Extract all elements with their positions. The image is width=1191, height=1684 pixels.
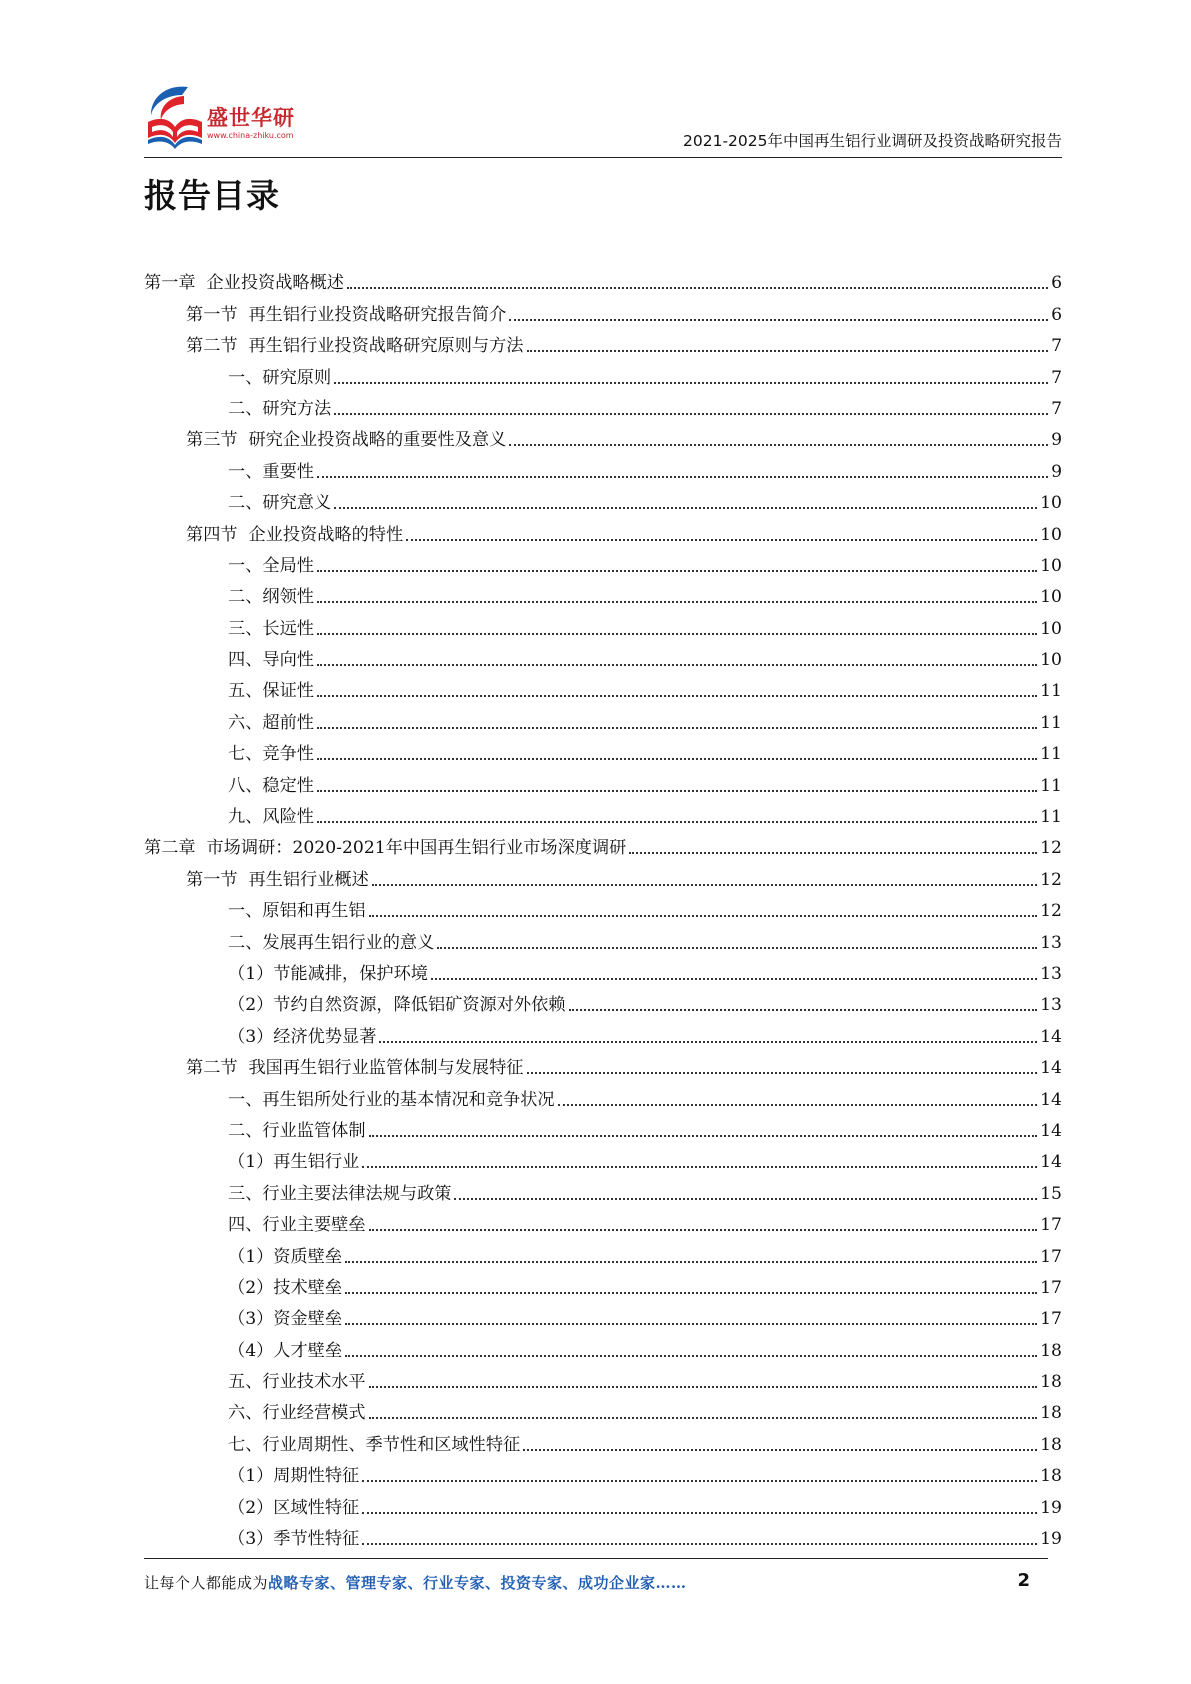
toc-entry-page: 14	[1040, 1152, 1062, 1173]
toc-dot-leader	[509, 319, 1048, 321]
toc-dot-leader	[372, 884, 1037, 886]
toc-entry[interactable]	[144, 451, 1062, 482]
toc-entry[interactable]	[144, 420, 1062, 451]
page-title: 报告目录	[144, 176, 280, 215]
toc-entry-label: 一、全局性	[228, 555, 314, 576]
toc-entry-label: 八、稳定性	[228, 775, 314, 796]
toc-entry-page: 13	[1040, 963, 1062, 984]
toc-entry-page: 11	[1040, 712, 1062, 733]
toc-entry-page: 13	[1040, 995, 1062, 1016]
toc-entry-page: 19	[1040, 1497, 1062, 1518]
toc-entry[interactable]	[144, 1173, 1062, 1204]
toc-entry[interactable]	[144, 1393, 1062, 1424]
toc-dot-leader	[362, 1512, 1037, 1514]
toc-entry[interactable]	[144, 1330, 1062, 1361]
toc-dot-leader	[509, 444, 1048, 446]
toc-dot-leader	[317, 664, 1037, 666]
toc-entry[interactable]	[144, 1487, 1062, 1518]
toc-dot-leader	[629, 852, 1037, 854]
logo-name: 盛世华研	[207, 106, 295, 130]
toc-dot-leader	[345, 1292, 1037, 1294]
toc-entry[interactable]	[144, 1142, 1062, 1173]
toc-entry-label: 第四节 企业投资战略的特性	[186, 524, 404, 545]
toc-entry[interactable]	[144, 640, 1062, 671]
toc-entry[interactable]	[144, 608, 1062, 639]
toc-dot-leader	[527, 350, 1049, 352]
toc-dot-leader	[317, 790, 1037, 792]
toc-dot-leader	[437, 947, 1037, 949]
toc-entry-label: 一、再生铝所处行业的基本情况和竞争状况	[228, 1089, 555, 1110]
toc-entry-page: 14	[1040, 1120, 1062, 1141]
toc-dot-leader	[317, 633, 1037, 635]
toc-dot-leader	[317, 727, 1037, 729]
toc-entry-label: （2）节约自然资源，降低铝矿资源对外依赖	[228, 995, 566, 1016]
toc-dot-leader	[317, 821, 1037, 823]
toc-entry-page: 12	[1040, 869, 1062, 890]
page-header	[144, 82, 1062, 158]
toc-entry[interactable]	[144, 1236, 1062, 1267]
toc-entry[interactable]	[144, 765, 1062, 796]
toc-entry[interactable]	[144, 891, 1062, 922]
toc-entry-label: 二、纲领性	[228, 587, 314, 608]
toc-entry-label: （1）再生铝行业	[228, 1152, 360, 1173]
toc-dot-leader	[334, 413, 1048, 415]
toc-entry[interactable]	[144, 828, 1062, 859]
toc-entry-page: 10	[1040, 618, 1062, 639]
toc-dot-leader	[369, 1135, 1038, 1137]
toc-entry-label: 第三节 研究企业投资战略的重要性及意义	[186, 430, 507, 451]
toc-dot-leader	[362, 1543, 1037, 1545]
toc-dot-leader	[369, 1386, 1038, 1388]
header-divider	[144, 157, 1062, 158]
toc-entry-page: 12	[1040, 901, 1062, 922]
toc-entry-label: 二、发展再生铝行业的意义	[228, 932, 435, 953]
slogan-lead: 让每个人都能成为	[144, 1574, 269, 1592]
toc-entry[interactable]	[144, 577, 1062, 608]
toc-dot-leader	[334, 507, 1037, 509]
page-number: 2	[1017, 1570, 1030, 1591]
toc-dot-leader	[317, 476, 1048, 478]
toc-entry-page: 14	[1040, 1089, 1062, 1110]
toc-entry-page: 9	[1051, 430, 1062, 451]
toc-dot-leader	[317, 695, 1037, 697]
toc-entry-label: （2）技术壁垒	[228, 1277, 343, 1298]
toc-entry-label: 九、风险性	[228, 807, 314, 828]
toc-entry[interactable]	[144, 1519, 1062, 1550]
toc-entry[interactable]	[144, 1268, 1062, 1299]
toc-entry-label: （3）经济优势显著	[228, 1026, 377, 1047]
toc-entry[interactable]	[144, 294, 1062, 325]
toc-dot-leader	[345, 1261, 1037, 1263]
toc-entry[interactable]	[144, 1299, 1062, 1330]
toc-entry-page: 14	[1040, 1058, 1062, 1079]
toc-dot-leader	[431, 978, 1037, 980]
toc-entry-label: 四、行业主要壁垒	[228, 1215, 366, 1236]
toc-entry[interactable]	[144, 954, 1062, 985]
toc-entry[interactable]	[144, 1362, 1062, 1393]
toc-entry-page: 6	[1051, 273, 1062, 294]
toc-dot-leader	[527, 1072, 1038, 1074]
toc-entry-page: 19	[1040, 1529, 1062, 1550]
toc-entry[interactable]	[144, 702, 1062, 733]
toc-entry[interactable]	[144, 1048, 1062, 1079]
toc-entry-page: 10	[1040, 524, 1062, 545]
toc-entry-page: 18	[1040, 1372, 1062, 1393]
toc-entry-label: 第二章 市场调研：2020-2021年中国再生铝行业市场深度调研	[144, 838, 627, 859]
toc-entry-label: 二、研究方法	[228, 398, 332, 419]
toc-dot-leader	[369, 1417, 1038, 1419]
toc-entry-label: 第二节 我国再生铝行业监管体制与发展特征	[186, 1058, 524, 1079]
toc-entry[interactable]	[144, 1079, 1062, 1110]
footer-divider	[144, 1558, 1048, 1559]
toc-dot-leader	[569, 1009, 1038, 1011]
toc-entry-page: 18	[1040, 1403, 1062, 1424]
toc-entry-page: 11	[1040, 744, 1062, 765]
toc-entry[interactable]	[144, 797, 1062, 828]
toc-dot-leader	[454, 1198, 1037, 1200]
toc-entry[interactable]	[144, 263, 1062, 294]
toc-dot-leader	[379, 1041, 1037, 1043]
toc-entry-label: 七、行业周期性、季节性和区域性特征	[228, 1434, 521, 1455]
toc-entry-page: 11	[1040, 775, 1062, 796]
toc-entry-page: 12	[1040, 838, 1062, 859]
toc-entry-page: 13	[1040, 932, 1062, 953]
toc-entry-label: 一、研究原则	[228, 367, 332, 388]
toc-entry-page: 10	[1040, 493, 1062, 514]
toc-entry-page: 7	[1051, 398, 1062, 419]
company-logo	[144, 82, 314, 152]
toc-entry[interactable]	[144, 859, 1062, 890]
toc-entry[interactable]	[144, 734, 1062, 765]
toc-dot-leader	[369, 915, 1038, 917]
toc-entry-page: 11	[1040, 807, 1062, 828]
toc-entry-page: 11	[1040, 681, 1062, 702]
toc-entry-label: 四、导向性	[228, 650, 314, 671]
toc-entry-label: （3）季节性特征	[228, 1529, 360, 1550]
toc-entry-label: （2）区域性特征	[228, 1497, 360, 1518]
logo-emblem-icon	[144, 82, 206, 152]
toc-entry[interactable]	[144, 1016, 1062, 1047]
toc-entry-page: 17	[1040, 1215, 1062, 1236]
toc-entry[interactable]	[144, 1205, 1062, 1236]
toc-entry[interactable]	[144, 1456, 1062, 1487]
toc-dot-leader	[369, 1229, 1038, 1231]
toc-dot-leader	[345, 1323, 1037, 1325]
toc-dot-leader	[362, 1166, 1037, 1168]
toc-entry-label: 第一章 企业投资战略概述	[144, 273, 344, 294]
toc-dot-leader	[334, 382, 1048, 384]
toc-dot-leader	[347, 287, 1048, 289]
toc-entry-label: （1）周期性特征	[228, 1466, 360, 1487]
toc-entry-label: （1）资质壁垒	[228, 1246, 343, 1267]
toc-entry-page: 14	[1040, 1026, 1062, 1047]
toc-entry-page: 17	[1040, 1309, 1062, 1330]
toc-entry-label: 二、行业监管体制	[228, 1120, 366, 1141]
toc-entry[interactable]	[144, 483, 1062, 514]
toc-entry-label: 三、长远性	[228, 618, 314, 639]
report-title: 2021-2025年中国再生铝行业调研及投资战略研究报告	[683, 132, 1062, 150]
footer-slogan	[144, 1572, 687, 1593]
toc-entry-label: 一、原铝和再生铝	[228, 901, 366, 922]
toc-entry-page: 18	[1040, 1340, 1062, 1361]
toc-entry-label: 五、行业技术水平	[228, 1372, 366, 1393]
toc-entry-page: 10	[1040, 587, 1062, 608]
toc-entry[interactable]	[144, 389, 1062, 420]
toc-entry-page: 10	[1040, 650, 1062, 671]
toc-entry[interactable]	[144, 514, 1062, 545]
toc-entry-page: 15	[1040, 1183, 1062, 1204]
toc-entry-page: 18	[1040, 1434, 1062, 1455]
toc-entry[interactable]	[144, 357, 1062, 388]
logo-url: www.china-zhiku.com	[207, 131, 294, 140]
toc-entry-page: 17	[1040, 1246, 1062, 1267]
toc-entry-label: 三、行业主要法律法规与政策	[228, 1183, 452, 1204]
table-of-contents	[144, 263, 1062, 1550]
toc-entry-label: 第二节 再生铝行业投资战略研究原则与方法	[186, 336, 524, 357]
toc-entry-label: 五、保证性	[228, 681, 314, 702]
toc-entry[interactable]	[144, 985, 1062, 1016]
toc-entry-label: 二、研究意义	[228, 493, 332, 514]
page-footer	[144, 1572, 1030, 1596]
toc-entry-label: （4）人才壁垒	[228, 1340, 343, 1361]
toc-entry[interactable]	[144, 1424, 1062, 1455]
toc-entry-label: 六、行业经营模式	[228, 1403, 366, 1424]
toc-entry[interactable]	[144, 546, 1062, 577]
slogan-roles: 战略专家、管理专家、行业专家、投资专家、成功企业家……	[268, 1574, 687, 1592]
toc-entry-label: （3）资金壁垒	[228, 1309, 343, 1330]
toc-entry-page: 18	[1040, 1466, 1062, 1487]
toc-dot-leader	[362, 1480, 1037, 1482]
toc-entry[interactable]	[144, 326, 1062, 357]
toc-entry-label: 一、重要性	[228, 461, 314, 482]
toc-dot-leader	[317, 570, 1037, 572]
toc-entry-label: 第一节 再生铝行业投资战略研究报告简介	[186, 304, 507, 325]
toc-entry[interactable]	[144, 1111, 1062, 1142]
toc-entry-label: （1）节能减排，保护环境	[228, 963, 428, 984]
toc-entry-page: 17	[1040, 1277, 1062, 1298]
toc-entry[interactable]	[144, 671, 1062, 702]
toc-dot-leader	[317, 758, 1037, 760]
toc-entry-page: 7	[1051, 367, 1062, 388]
toc-dot-leader	[317, 601, 1037, 603]
toc-entry-label: 第一节 再生铝行业概述	[186, 869, 369, 890]
toc-entry-page: 9	[1051, 461, 1062, 482]
toc-dot-leader	[345, 1355, 1037, 1357]
toc-entry-page: 6	[1051, 304, 1062, 325]
toc-entry-label: 七、竞争性	[228, 744, 314, 765]
toc-entry-page: 7	[1051, 336, 1062, 357]
toc-dot-leader	[406, 539, 1037, 541]
toc-entry-page: 10	[1040, 555, 1062, 576]
toc-dot-leader	[523, 1449, 1037, 1451]
toc-entry[interactable]	[144, 922, 1062, 953]
toc-entry-label: 六、超前性	[228, 712, 314, 733]
toc-dot-leader	[558, 1104, 1038, 1106]
